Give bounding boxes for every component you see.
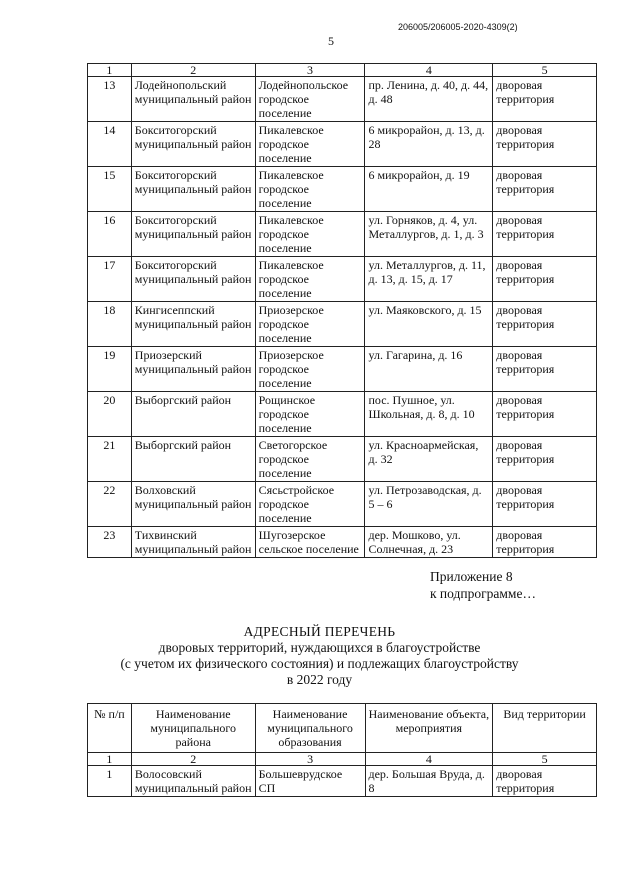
table-row (88, 392, 597, 437)
column-number: 4 (365, 753, 493, 766)
cell-address: дер. Большая Вруда, д. 8 (365, 766, 493, 797)
cell-district: Тихвинский муниципальный район (131, 527, 255, 558)
table-row (88, 766, 597, 797)
cell-address: ул. Гагарина, д. 16 (365, 347, 493, 392)
list-subtitle (0, 640, 639, 688)
column-number: 5 (493, 753, 597, 766)
cell-address: 6 микрорайон, д. 13, д. 28 (365, 122, 493, 167)
cell-number: 13 (88, 77, 132, 122)
cell-territory-type: дворовая территория (493, 437, 597, 482)
cell-municipality: Светогорское городское поселение (255, 437, 365, 482)
cell-address: ул. Маяковского, д. 15 (365, 302, 493, 347)
cell-number: 1 (88, 766, 132, 797)
cell-territory-type: дворовая территория (493, 527, 597, 558)
territories-table-2022 (87, 703, 597, 797)
cell-address: ул. Горняков, д. 4, ул. Металлургов, д. 1, д. 3 (365, 212, 493, 257)
cell-territory-type: дворовая территория (493, 167, 597, 212)
column-number: 2 (131, 753, 255, 766)
appendix-label (430, 568, 536, 602)
table-row (88, 77, 597, 122)
cell-number: 20 (88, 392, 132, 437)
cell-municipality: Пикалевское городское поселение (255, 212, 365, 257)
subtitle-line: в 2022 году (286, 672, 353, 687)
cell-municipality: Рощинское городское поселение (255, 392, 365, 437)
cell-territory-type: дворовая территория (493, 347, 597, 392)
cell-territory-type: дворовая территория (493, 766, 597, 797)
cell-territory-type: дворовая территория (493, 482, 597, 527)
cell-district: Бокситогорский муниципальный район (131, 167, 255, 212)
table-row (88, 167, 597, 212)
cell-number: 22 (88, 482, 132, 527)
table-row (88, 122, 597, 167)
header-cell-number: № п/п (88, 704, 132, 753)
cell-number: 19 (88, 347, 132, 392)
cell-address: пр. Ленина, д. 40, д. 44, д. 48 (365, 77, 493, 122)
appendix-number: Приложение 8 (430, 569, 513, 584)
list-title: АДРЕСНЫЙ ПЕРЕЧЕНЬ (243, 624, 396, 639)
appendix-reference: к подпрограмме… (430, 586, 536, 601)
cell-territory-type: дворовая территория (493, 212, 597, 257)
cell-number: 17 (88, 257, 132, 302)
column-number: 5 (493, 64, 597, 77)
subtitle-line: (с учетом их физического состояния) и подлежащих благоустройству (120, 656, 519, 671)
column-number: 3 (255, 753, 365, 766)
column-numbers-row (88, 64, 597, 77)
subtitle-line: дворовых территорий, нуждающихся в благоустройстве (158, 640, 481, 655)
cell-municipality: Приозерское городское поселение (255, 302, 365, 347)
table-row (88, 257, 597, 302)
table-row (88, 527, 597, 558)
cell-municipality: Сясьстройское городское поселение (255, 482, 365, 527)
cell-municipality: Приозерское городское поселение (255, 347, 365, 392)
cell-number: 23 (88, 527, 132, 558)
cell-address: 6 микрорайон, д. 19 (365, 167, 493, 212)
cell-territory-type: дворовая территория (493, 392, 597, 437)
cell-address: ул. Красноармейская, д. 32 (365, 437, 493, 482)
table-row (88, 212, 597, 257)
column-number: 1 (88, 753, 132, 766)
column-number: 1 (88, 64, 132, 77)
table-row (88, 302, 597, 347)
cell-number: 18 (88, 302, 132, 347)
document-code: 206005/206005-2020-4309(2) (398, 22, 518, 32)
cell-address: дер. Мошково, ул. Солнечная, д. 23 (365, 527, 493, 558)
cell-address: ул. Петрозаводская, д. 5 – 6 (365, 482, 493, 527)
cell-district: Выборгский район (131, 437, 255, 482)
cell-address: пос. Пушное, ул. Школьная, д. 8, д. 10 (365, 392, 493, 437)
cell-district: Волховский муниципальный район (131, 482, 255, 527)
cell-district: Волосовский муниципальный район (131, 766, 255, 797)
cell-municipality: Большеврудское СП (255, 766, 365, 797)
header-row (88, 704, 597, 753)
cell-number: 14 (88, 122, 132, 167)
cell-district: Кингисеппский муниципальный район (131, 302, 255, 347)
cell-number: 16 (88, 212, 132, 257)
territories-table-continued (87, 63, 597, 558)
column-number: 3 (255, 64, 365, 77)
header-cell-territory-type: Вид территории (493, 704, 597, 753)
cell-district: Приозерский муниципальный район (131, 347, 255, 392)
header-cell-municipality: Наименование муниципального образования (255, 704, 365, 753)
cell-district: Бокситогорский муниципальный район (131, 212, 255, 257)
cell-territory-type: дворовая территория (493, 302, 597, 347)
cell-address: ул. Металлургов, д. 11, д. 13, д. 15, д. 17 (365, 257, 493, 302)
cell-district: Выборгский район (131, 392, 255, 437)
cell-municipality: Лодейнопольское городское поселение (255, 77, 365, 122)
header-cell-object: Наименование объекта, мероприятия (365, 704, 493, 753)
cell-municipality: Пикалевское городское поселение (255, 122, 365, 167)
column-number: 4 (365, 64, 493, 77)
cell-municipality: Шугозерское сельское поселение (255, 527, 365, 558)
cell-number: 15 (88, 167, 132, 212)
cell-territory-type: дворовая территория (493, 77, 597, 122)
cell-municipality: Пикалевское городское поселение (255, 167, 365, 212)
cell-district: Бокситогорский муниципальный район (131, 257, 255, 302)
cell-territory-type: дворовая территория (493, 122, 597, 167)
cell-municipality: Пикалевское городское поселение (255, 257, 365, 302)
column-number: 2 (131, 64, 255, 77)
cell-territory-type: дворовая территория (493, 257, 597, 302)
table-row (88, 482, 597, 527)
header-cell-district: Наименование муниципального района (131, 704, 255, 753)
cell-number: 21 (88, 437, 132, 482)
table-row (88, 437, 597, 482)
cell-district: Бокситогорский муниципальный район (131, 122, 255, 167)
cell-district: Лодейнопольский муниципальный район (131, 77, 255, 122)
column-numbers-row (88, 753, 597, 766)
page-number: 5 (328, 34, 334, 48)
table-row (88, 347, 597, 392)
